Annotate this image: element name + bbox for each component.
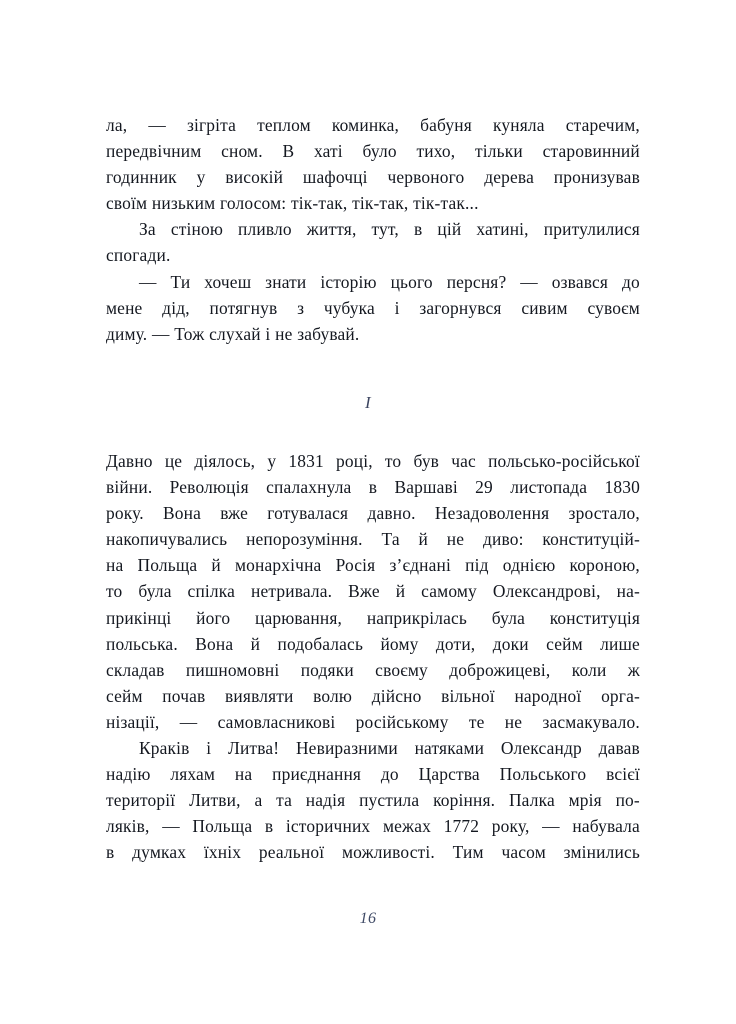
word: притулилися [543, 219, 640, 240]
word: — [179, 711, 198, 732]
word: диво: [482, 529, 524, 550]
text-line [106, 631, 640, 657]
word: війни. [106, 477, 153, 498]
word: пустила [359, 790, 420, 811]
word: тихо, [416, 141, 456, 162]
word: старечим, [565, 115, 640, 135]
word: чубука [323, 297, 375, 318]
word: вільної [441, 685, 495, 706]
word: Палка [508, 790, 555, 811]
word: годинник [106, 167, 177, 188]
word: надія [305, 790, 346, 811]
word: конституцій- [542, 529, 640, 550]
word: Невиразними [295, 738, 398, 759]
text-line: спогади. [106, 245, 171, 266]
word: всієї [606, 764, 640, 785]
text-line [106, 578, 640, 604]
text-line: своїм низьким голосом: тік-так, тік-так, тік-так... [106, 193, 479, 214]
text-line [106, 683, 640, 709]
text-line [106, 761, 640, 787]
word: почав [162, 685, 206, 706]
word: подобалась [277, 633, 364, 654]
word: 1772 [443, 816, 480, 837]
word: була [491, 607, 525, 628]
word: й [418, 529, 428, 550]
word: — [162, 816, 180, 837]
section-marker: I [364, 393, 371, 412]
text-line [106, 138, 640, 164]
word: Литви, [189, 790, 241, 811]
text-line: диму. — Тож слухай і не забувай. [106, 323, 360, 344]
text-line [106, 605, 640, 631]
text-line [106, 216, 640, 242]
paragraph-history-2 [106, 735, 640, 865]
word: сейм [546, 633, 583, 654]
word: доброжицеві, [449, 659, 551, 680]
word: червоного [387, 167, 465, 188]
word: подяки [300, 659, 354, 680]
page-number: 16 [359, 910, 377, 927]
word: набувала [572, 816, 640, 837]
word: Ти [170, 271, 191, 292]
word: і [206, 738, 212, 759]
word: у [267, 451, 277, 471]
word: старовинний [542, 141, 640, 162]
word: куняла [493, 115, 545, 135]
word: складав [106, 659, 165, 680]
word: спілка [187, 581, 236, 602]
word: шафочці [302, 167, 368, 188]
word: реальної [258, 842, 325, 863]
word: на [106, 555, 124, 576]
word: і [394, 297, 400, 318]
word: мене [106, 297, 143, 318]
word: році, [336, 451, 373, 471]
text-line [106, 813, 640, 839]
word: загорнувся [419, 297, 502, 318]
word: Незадоволення [434, 503, 550, 524]
word: коли [571, 659, 607, 680]
word: сейм [106, 685, 143, 706]
word: діялось, [194, 451, 256, 471]
word: на [234, 764, 253, 785]
word: ж [627, 659, 640, 680]
text-line [106, 552, 640, 578]
word: Польща [192, 816, 253, 837]
word: тільки [475, 141, 523, 162]
word: польсько-російської [488, 451, 640, 471]
word: в [368, 477, 378, 498]
word: нізації, [106, 711, 160, 732]
word: зігріта [186, 115, 237, 135]
word: був [413, 451, 440, 471]
word: Олександр [500, 738, 582, 759]
word: надію [106, 764, 151, 785]
word: потягнув [209, 297, 278, 318]
word: ляків, [106, 816, 150, 837]
word: Литва! [227, 738, 280, 759]
word: Росія [335, 555, 376, 576]
word: території [106, 790, 176, 811]
word: історичних [285, 816, 371, 837]
word: була [138, 581, 172, 602]
word: в [106, 842, 115, 863]
word: цій [437, 219, 462, 240]
word: листопада [510, 477, 588, 498]
text-line [106, 448, 640, 474]
word: польська. [106, 633, 178, 654]
word: дід, [162, 297, 190, 318]
word: це [164, 451, 183, 471]
word: у [196, 167, 206, 188]
word: то [384, 451, 402, 471]
word: року. [106, 503, 144, 524]
word: теплом [257, 115, 311, 135]
word: Та [381, 529, 400, 550]
word: історію [320, 271, 377, 292]
text-line [106, 709, 640, 735]
word: царювання, [254, 607, 343, 628]
word: ла, [106, 115, 128, 135]
word: Вона [195, 633, 234, 654]
word: року, [491, 816, 530, 837]
word: — [139, 271, 157, 292]
word: бабуня [420, 115, 472, 135]
word: пливло [238, 219, 292, 240]
word: та [276, 790, 292, 811]
word: волю [313, 685, 353, 706]
word: лише [600, 633, 640, 654]
paragraph-memories [106, 216, 640, 268]
text-line [106, 164, 640, 190]
word: Тим [452, 842, 484, 863]
word: в [264, 816, 274, 837]
word: вже [220, 503, 249, 524]
top-text-block [106, 112, 640, 347]
word: високій [225, 167, 284, 188]
word: За [139, 219, 156, 240]
word: Польща [137, 555, 198, 576]
word: давно. [367, 503, 416, 524]
word: самовласникові [217, 711, 336, 732]
word: Вона [163, 503, 202, 524]
word: конституція [549, 607, 640, 628]
word: Краків [139, 738, 190, 759]
word: виявляти [225, 685, 294, 706]
word: час [451, 451, 476, 471]
paragraph-carryover [106, 112, 640, 216]
word: стіною [170, 219, 224, 240]
word: йому [380, 633, 419, 654]
word: накопичувались [106, 529, 228, 550]
word: монархічна [234, 555, 322, 576]
word: народної [514, 685, 582, 706]
word: й [211, 555, 221, 576]
word: своєму [375, 659, 428, 680]
word: приєднання [272, 764, 362, 785]
word: не [446, 529, 465, 550]
word: коминка, [331, 115, 400, 135]
text-line [106, 295, 640, 321]
word: однією [502, 555, 556, 576]
word: Царства [418, 764, 480, 785]
word: можливості. [342, 842, 435, 863]
word: короною, [569, 555, 640, 576]
word: — [542, 816, 560, 837]
word: до [380, 764, 399, 785]
word: доти, [435, 633, 476, 654]
word: хочеш [204, 271, 252, 292]
word: самому [421, 581, 477, 602]
text-line [106, 839, 640, 865]
word: — [148, 115, 166, 135]
word: й [250, 633, 261, 654]
word: сивим [521, 297, 568, 318]
word: готувалася [267, 503, 349, 524]
word: його [196, 607, 231, 628]
word: російському [355, 711, 449, 732]
word: до [621, 271, 640, 292]
word: зростало, [568, 503, 640, 524]
word: Польського [499, 764, 587, 785]
word: цього [390, 271, 433, 292]
word: пишномовні [185, 659, 280, 680]
word: межах [382, 816, 431, 837]
word: їхніх [203, 842, 242, 863]
word: В [282, 141, 295, 162]
word: життя, [306, 219, 357, 240]
word: з’єднані [389, 555, 451, 576]
text-line [106, 657, 640, 683]
word: часом [501, 842, 546, 863]
text-line [106, 500, 640, 526]
paragraph-history-1 [106, 448, 640, 735]
word: прикінці [106, 607, 172, 628]
word: змінились [563, 842, 640, 863]
word: на- [616, 581, 640, 602]
word: засмакувало. [542, 711, 640, 732]
word: не [504, 711, 523, 732]
word: в [413, 219, 423, 240]
word: сувоєм [587, 297, 640, 318]
word: 1831 [288, 451, 324, 471]
word: тут, [371, 219, 399, 240]
word: дерева [484, 167, 534, 188]
word: й [395, 581, 406, 602]
word: те [468, 711, 485, 732]
word: натяками [414, 738, 485, 759]
word: пронизував [553, 167, 640, 188]
word: 29 [475, 477, 493, 498]
body-text-block [106, 448, 640, 866]
paragraph-dialogue [106, 269, 640, 347]
word: знати [265, 271, 307, 292]
word: нетривала. [250, 581, 333, 602]
word: давав [598, 738, 640, 759]
text-line [106, 474, 640, 500]
word: 1830 [604, 477, 640, 498]
word: дійсно [371, 685, 422, 706]
word: доки [492, 633, 529, 654]
word: то [106, 581, 123, 602]
word: під [465, 555, 489, 576]
word: Варшаві [394, 477, 458, 498]
word: непорозуміння. [246, 529, 363, 550]
word: з [297, 297, 305, 318]
word: ляхам [170, 764, 216, 785]
word: мрія [568, 790, 602, 811]
word: Давно [106, 451, 153, 471]
word: сном. [221, 141, 263, 162]
word: коріння. [433, 790, 496, 811]
word: було [362, 141, 397, 162]
word: Олександрові, [492, 581, 601, 602]
word: персня? [446, 271, 507, 292]
word: передвічним [106, 141, 202, 162]
word: озвався [551, 271, 609, 292]
word: по- [615, 790, 640, 811]
word: Революція [169, 477, 249, 498]
text-line [106, 269, 640, 295]
word: хатині, [476, 219, 529, 240]
text-line [106, 735, 640, 761]
word: — [520, 271, 538, 292]
word: орга- [601, 685, 640, 706]
word: думках [132, 842, 187, 863]
word: Вже [348, 581, 380, 602]
word: наприкрілась [366, 607, 468, 628]
text-line [106, 787, 640, 813]
text-line [106, 112, 640, 138]
word: спалахнула [266, 477, 352, 498]
word: а [254, 790, 263, 811]
text-line [106, 526, 640, 552]
word: хаті [313, 141, 343, 162]
